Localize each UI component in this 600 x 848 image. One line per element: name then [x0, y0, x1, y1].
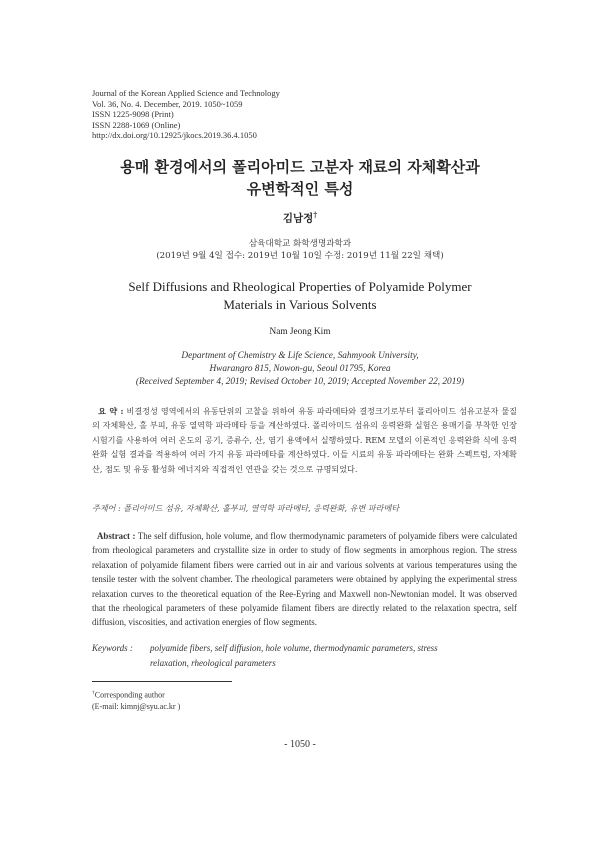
english-affiliation-line1: Department of Chemistry & Life Science, Sahmyook University, — [181, 351, 419, 361]
corresponding-mark: † — [313, 210, 318, 219]
korean-title-line1: 용매 환경에서의 폴리아미드 고분자 재료의 자체확산과 — [120, 158, 480, 176]
korean-affiliation: 삼육대학교 화학생명과학과 — [248, 239, 352, 249]
english-title-line1: Self Diffusions and Rheological Properties of Polyamide Polymer — [128, 279, 472, 294]
footnote-line1: Corresponding author — [94, 690, 165, 700]
english-affiliation-block — [0, 350, 600, 389]
korean-author-name: 김남정 — [282, 212, 314, 225]
footnote-divider — [92, 681, 232, 682]
english-title-line2: Materials in Various Solvents — [223, 297, 377, 312]
english-keywords-label: Keywords : — [92, 643, 133, 653]
english-title — [0, 278, 600, 314]
english-keywords-line1: polyamide fibers, self diffusion, hole volume, thermodynamic parameters, stress — [150, 643, 438, 653]
english-abstract-text: The self diffusion, hole volume, and flow thermodynamic parameters of polyamide fibers were calculated from rheological parameters and crystallite size in order to study of flow segments in amorphous region. The stress relaxation of polyamide filament fibers were carried out in air and various solvents at various temperatures using the tensile tester with the solvent chamber. The rheological parameters were obtained by applying the experimental stress relaxation curves to the theoretical equation of the Ree-Eyring and Maxwell non-Newtonian model. It was observed that the rheological parameters of these polyamide filament fibers are directly related to the relaxation spectra, self diffusion, viscosities, and activation energies of flow segments. — [92, 531, 518, 628]
footnote-mark: † — [92, 690, 95, 696]
english-abstract — [92, 529, 517, 630]
journal-volume: Vol. 36, No. 4. December, 2019. 1050~1059 — [92, 98, 243, 109]
journal-name: Journal of the Korean Applied Science and Technology — [92, 88, 280, 98]
korean-keywords: 주제어 : 폴리아미드 섬유, 자체확산, 홀부피, 열역학 파라메타, 응력완화, 유변 파라메타 — [92, 503, 400, 513]
footnote-email: (E-mail: kimnj@syu.ac.kr ) — [92, 701, 181, 711]
korean-author — [0, 210, 600, 226]
korean-affiliation-block — [0, 238, 600, 262]
korean-abstract — [92, 404, 517, 476]
issn-print: ISSN 1225-9098 (Print) — [92, 109, 174, 119]
korean-title-line2: 유변학적인 특성 — [246, 180, 354, 198]
doi-link[interactable]: http://dx.doi.org/10.12925/jkocs.2019.36.4.1050 — [92, 130, 257, 140]
issn-online: ISSN 2288-1069 (Online) — [92, 119, 181, 130]
page-number: - 1050 - — [284, 739, 316, 750]
korean-dates: (2019년 9월 4일 접수: 2019년 10월 10일 수정: 2019년 11월 22일 채택) — [156, 251, 444, 261]
english-keywords-line2: relaxation, rheological parameters — [150, 657, 276, 668]
korean-title — [0, 156, 600, 200]
footnote — [92, 688, 180, 712]
english-abstract-label: Abstract : — [96, 531, 136, 541]
english-keywords — [92, 641, 517, 670]
korean-abstract-label: 요 약 : — [98, 406, 124, 416]
korean-abstract-text: 비결정성 영역에서의 유동단위의 고찰을 위하여 유동 파라메타와 결정크기로부터 폴리아미드 섬유고분자 물질의 자체확산, 홀 부피, 유동 열역학 파라메타 등을 계산하였다. 폴리아미드 섬유의 응력완화 실험은 용매기를 부착한 인장 시험기를 사용하여 여러 온도의 공기, 증류수, 산, 염기 용액에서 실행하였다. REM 모델의 이론적인 응력완화 식에 응력완화 실험 결과를 적용하여 여러 가지 유동 파라메타를 계산하였다. 이들 시료의 유동 파라메타는 완화 스펙트럼, 자체확산, 점도 및 유동 활성화 에너지와 직접적인 연관을 갖는 것으로 규명되었다. — [92, 406, 518, 474]
english-affiliation-line2: Hwarangro 815, Nowon-gu, Seoul 01795, Korea — [209, 364, 391, 374]
english-dates: (Received September 4, 2019; Revised October 10, 2019; Accepted November 22, 2019) — [135, 377, 465, 387]
english-author: Nam Jeong Kim — [269, 327, 331, 337]
journal-header — [92, 88, 280, 141]
